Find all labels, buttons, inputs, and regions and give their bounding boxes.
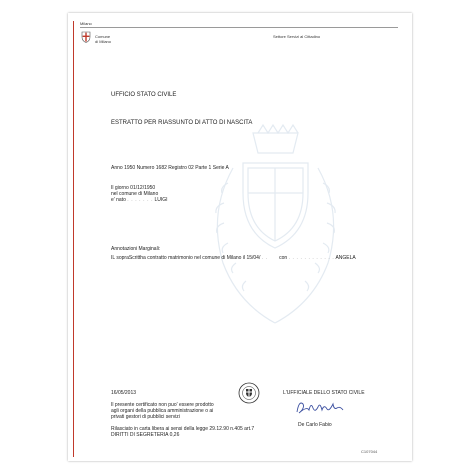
issue-date: 16/05/2013	[111, 390, 137, 396]
first-name: LUIGI	[154, 197, 168, 203]
annotation-subject: IL sopraScritt	[111, 255, 141, 261]
birth-place: nel comune di Milano	[111, 191, 159, 197]
comune-label: Comune	[95, 34, 111, 39]
document-title: ESTRATTO PER RIASSUNTO DI ATTO DI NASCITA	[111, 120, 253, 126]
redacted-surname: . . . . . . .	[127, 197, 154, 203]
tax-note-1: Rilasciato in carta libera ai sensi della legge 29.12.90 n.405 art.7	[111, 426, 255, 432]
annotation-text	[111, 255, 356, 261]
born-label: e' nato	[111, 197, 126, 203]
document-code: C107044	[361, 449, 378, 454]
birth-date: Il giorno 01/12/1950	[111, 185, 156, 191]
annotations-heading: Annotazioni Marginali:	[111, 246, 161, 252]
annotation-con: con	[279, 255, 288, 261]
birth-name-line	[111, 197, 168, 203]
officer-signature-icon	[293, 398, 353, 418]
cert-note-2: agli organi della pubblica amministrazione o ai	[111, 408, 214, 414]
official-seal-icon	[238, 382, 260, 404]
tax-note-2: DIRITTI DI SEGRETERIA 0,26	[111, 432, 180, 438]
cert-note-1: Il presente certificato non puo' essere prodotto	[111, 402, 214, 408]
officer-title: L'UFFICIALE DELLO STATO CIVILE	[283, 390, 365, 396]
registry-info: Anno 1950 Numero 1682 Registro 02 Parte 1 Serie A	[111, 165, 229, 171]
city-label: Milano	[80, 21, 92, 26]
redacted-spouse-surname: . . . . . . . . . . . .	[288, 255, 335, 261]
watermark-crest-icon	[188, 123, 363, 343]
margin-line	[73, 21, 74, 457]
document-page	[68, 13, 412, 461]
officer-name: De Carlo Fabio	[298, 422, 332, 428]
settore-label: Settore Servizi al Cittadino	[273, 34, 321, 39]
annotation-spouse: ANGELA	[335, 255, 356, 261]
annotation-body: ha contratto matrimonio nel comune di Milano il 15/04/	[140, 255, 261, 261]
milano-crest-icon	[81, 31, 91, 43]
redacted-year: . .	[261, 255, 268, 261]
header-rule	[80, 27, 398, 28]
cert-note-3: privati gestori di pubblici servizi	[111, 414, 180, 420]
office-title: UFFICIO STATO CIVILE	[111, 92, 177, 98]
comune-label-2: di Milano	[95, 39, 112, 44]
